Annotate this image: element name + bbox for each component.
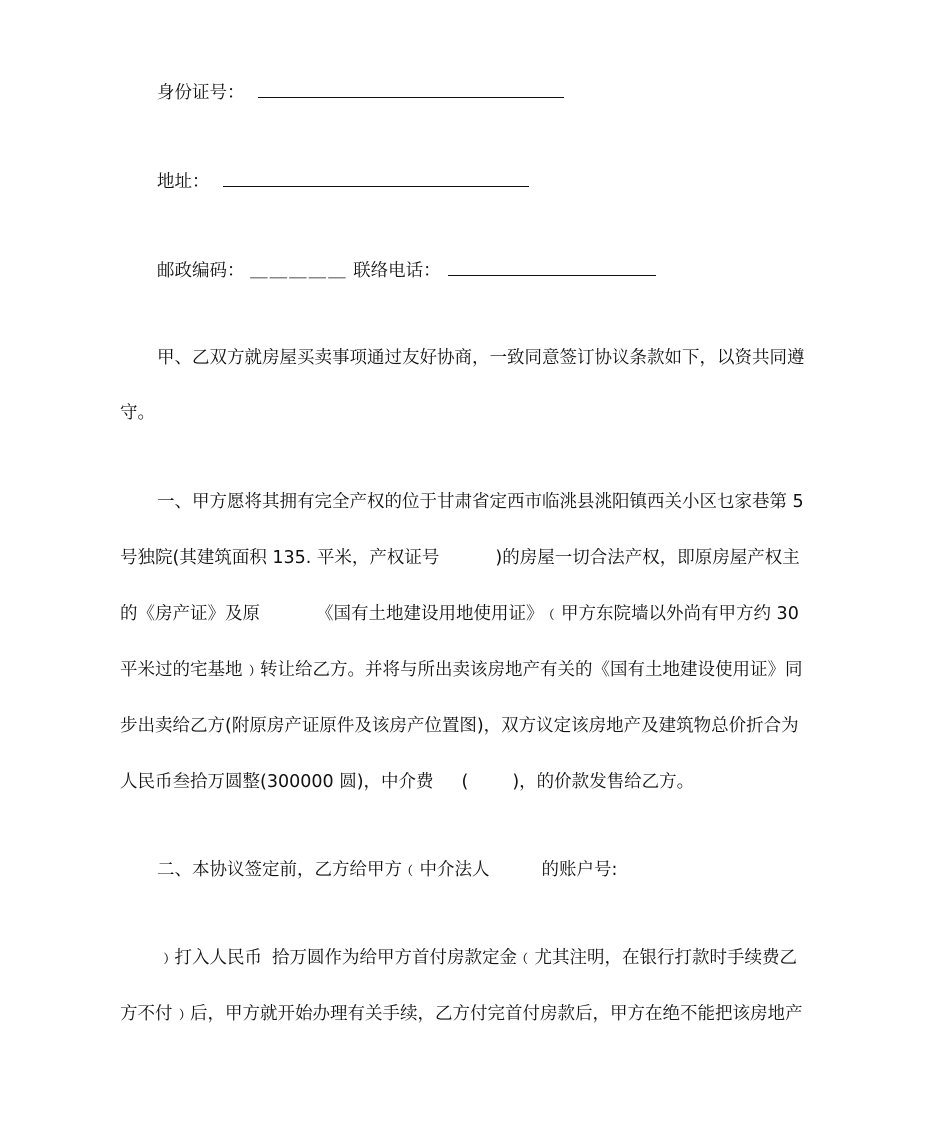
clause2-line-1 — [157, 859, 617, 881]
clause1-line-6-part-b: ( — [461, 772, 469, 792]
phone-label: 联络电话： — [353, 261, 441, 281]
phone-blank[interactable] — [448, 257, 656, 276]
clause1-line-2-part-b: )的房屋一切合法产权，即原房屋产权主 — [495, 548, 800, 568]
clause1-line-6-part-a: 人民币叁拾万圆整(300000 圆)，中介费 — [120, 772, 434, 792]
clause1-line-4: 平米过的宅基地﹚转让给乙方。并将与所出卖该房地产有关的《国有土地建设使用证》同 — [120, 660, 803, 680]
intro-line-2: 守。 — [120, 403, 155, 423]
id-number-label: 身份证号： — [157, 83, 245, 103]
address-label: 地址： — [157, 172, 210, 192]
clause2-line-1-part-b: 的账户号: — [541, 860, 618, 880]
clause1-line-3-part-a: 的《房产证》及原 — [120, 604, 260, 624]
intro-line-1: 甲、乙双方就房屋买卖事项通过友好协商，一致同意签订协议条款如下，以资共同遵 — [157, 348, 805, 368]
clause2-line-3: 方不付﹚后，甲方就开始办理有关手续，乙方付完首付房款后，甲方在绝不能把该房地产 — [120, 1004, 803, 1024]
clause1-line-5: 步出卖给乙方(附原房产证原件及该房产位置图)，双方议定该房地产及建筑物总价折合为 — [120, 716, 799, 736]
id-number-blank[interactable] — [258, 79, 564, 98]
address-field — [157, 168, 529, 190]
postal-phone-field — [157, 257, 656, 279]
postal-code-label: 邮政编码： — [157, 261, 245, 281]
clause1-line-3-part-b: 《国有土地建设用地使用证》﹙甲方东院墙以外尚有甲方约 30 — [316, 604, 799, 624]
clause1-line-2 — [120, 547, 800, 569]
clause2-line-1-part-a: 二、本协议签定前，乙方给甲方﹙中介法人 — [157, 860, 490, 880]
clause1-line-6-part-c: )，的价款发售给乙方。 — [512, 772, 695, 792]
id-number-field — [157, 79, 564, 101]
clause2-line-2 — [157, 947, 797, 969]
clause2-line-2-part-a: ﹚打入人民币 — [157, 948, 262, 968]
address-blank[interactable] — [223, 168, 529, 187]
clause1-line-2-part-a: 号独院(其建筑面积 135. 平米，产权证号 — [120, 548, 440, 568]
clause1-line-1: 一、甲方愿将其拥有完全产权的位于甘肃省定西市临洮县洮阳镇西关小区乜家巷第 5 — [157, 492, 804, 512]
clause1-line-6 — [120, 771, 694, 793]
postal-code-blanks[interactable]: ＿＿＿＿＿ — [250, 261, 348, 281]
clause2-line-2-part-b: 拾万圆作为给甲方首付房款定金﹙尤其注明，在银行打款时手续费乙 — [272, 948, 797, 968]
clause1-line-3 — [120, 603, 799, 625]
